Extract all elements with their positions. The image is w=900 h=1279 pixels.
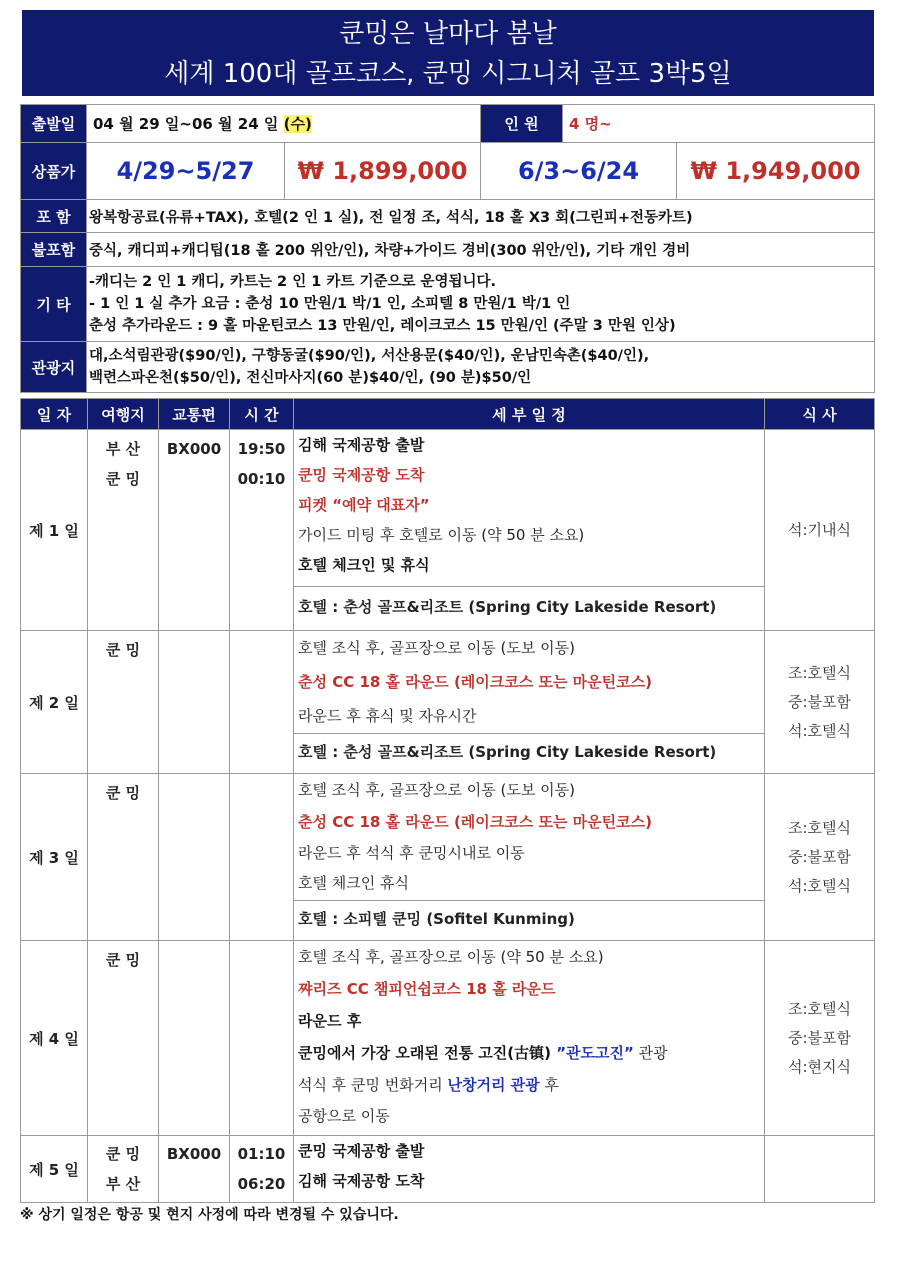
tour-label: 관광지 <box>21 342 87 393</box>
day-label: 제 4 일 <box>21 941 88 1136</box>
price2: ₩ 1,949,000 <box>677 143 875 200</box>
included-label: 포 함 <box>21 200 87 233</box>
excluded-label: 불포함 <box>21 233 87 267</box>
day-label: 제 5 일 <box>21 1136 88 1203</box>
day-places: 쿤 밍 <box>88 631 159 774</box>
day-places: 쿤 밍 <box>88 941 159 1136</box>
departure-label: 출발일 <box>21 105 87 143</box>
header-detail: 세 부 일 정 <box>294 399 765 430</box>
banner-line2: 세계 100대 골프코스, 쿤밍 시그니처 골프 3박5일 <box>164 59 732 89</box>
period1: 4/29~5/27 <box>87 143 285 200</box>
day-times <box>230 631 294 774</box>
day-label: 제 3 일 <box>21 774 88 941</box>
day-row-3 <box>21 774 875 941</box>
day-detail: 호텔 조식 후, 골프장으로 이동 (약 50 분 소요) 쨔리즈 CC 챔피언쉽코스 18 홀 라운드 라운드 후 쿤밍에서 가장 오래된 전통 고진(古镇) ”관도고진” 관광 석식 후 쿤밍 번화거리 난창거리 관광 후 공항으로 이동 <box>294 941 765 1136</box>
day-meals: 조:호텔식 중:불포함 석:호텔식 <box>765 631 875 774</box>
day-row-5 <box>21 1136 875 1203</box>
period2: 6/3~6/24 <box>481 143 677 200</box>
day-times: 01:10 06:20 <box>230 1136 294 1203</box>
etc-row <box>21 267 875 342</box>
day-places: 쿤 밍 <box>88 774 159 941</box>
day-hotel: 호텔 : 춘성 골프&리조트 (Spring City Lakeside Resort) <box>294 586 764 627</box>
schedule-header <box>21 399 875 430</box>
schedule-table <box>20 398 875 1203</box>
departure-row <box>21 105 875 143</box>
included-value: 왕복항공료(유류+TAX), 호텔(2 인 1 실), 전 일정 조, 석식, 18 홀 X3 회(그린피+전동카트) <box>87 200 875 233</box>
excluded-value: 중식, 캐디피+캐디팁(18 홀 200 위안/인), 차량+가이드 경비(300 위안/인), 기타 개인 경비 <box>87 233 875 267</box>
header-date: 일 자 <box>21 399 88 430</box>
day-hotel: 호텔 : 춘성 골프&리조트 (Spring City Lakeside Resort) <box>294 733 764 771</box>
people-value: 4 명~ <box>563 105 875 143</box>
excluded-row <box>21 233 875 267</box>
day-meals: 조:호텔식 중:불포함 석:호텔식 <box>765 774 875 941</box>
etc-label: 기 타 <box>21 267 87 342</box>
header-time: 시 간 <box>230 399 294 430</box>
day-times <box>230 941 294 1136</box>
day-meals: 석:기내식 <box>765 430 875 631</box>
day-transport <box>159 774 230 941</box>
title-banner <box>22 10 874 96</box>
departure-day: (수) <box>283 115 312 133</box>
day-row-4 <box>21 941 875 1136</box>
day-transport <box>159 631 230 774</box>
day-label: 제 1 일 <box>21 430 88 631</box>
day-detail: 김해 국제공항 출발 쿤밍 국제공항 도착 피켓 “예약 대표자” 가이드 미팅 후 호텔로 이동 (약 50 분 소요) 호텔 체크인 및 휴식 호텔 : 춘성 골프&리조트 (Spring City Lakeside Resort) <box>294 430 765 631</box>
info-table <box>20 104 875 393</box>
day-row-2 <box>21 631 875 774</box>
day-places: 부 산 쿤 밍 <box>88 430 159 631</box>
header-meal: 식 사 <box>765 399 875 430</box>
day-places: 쿤 밍 부 산 <box>88 1136 159 1203</box>
header-place: 여행지 <box>88 399 159 430</box>
day-detail: 쿤밍 국제공항 출발 김해 국제공항 도착 <box>294 1136 765 1203</box>
people-label: 인 원 <box>481 105 563 143</box>
day-hotel: 호텔 : 소피텔 쿤밍 (Sofitel Kunming) <box>294 900 764 937</box>
departure-value: 04 월 29 일~06 월 24 일 (수) <box>87 105 481 143</box>
day-transport: BX000 <box>159 430 230 631</box>
day-times <box>230 774 294 941</box>
day-transport <box>159 941 230 1136</box>
day-detail: 호텔 조식 후, 골프장으로 이동 (도보 이동) 춘성 CC 18 홀 라운드 (레이크코스 또는 마운틴코스) 라운드 후 석식 후 쿤밍시내로 이동 호텔 체크인 휴식 호텔 : 소피텔 쿤밍 (Sofitel Kunming) <box>294 774 765 941</box>
day-meals <box>765 1136 875 1203</box>
banner-line1: 쿤밍은 날마다 봄날 <box>339 19 557 49</box>
header-transport: 교통편 <box>159 399 230 430</box>
footer-note: ※ 상기 일정은 항공 및 현지 사정에 따라 변경될 수 있습니다. <box>20 1207 399 1223</box>
day-row-1 <box>21 430 875 631</box>
tour-value: 대,소석림관광($90/인), 구향동굴($90/인), 서산용문($40/인), 운남민속촌($40/인), 백련스파온천($50/인), 전신마사지(60 분)$40/인, (90 분)$50/인 <box>87 342 875 393</box>
etc-value: -캐디는 2 인 1 캐디, 카트는 2 인 1 카트 기준으로 운영됩니다. - 1 인 1 실 추가 요금 : 춘성 10 만원/1 박/1 인, 소피텔 8 만원/1 박/1 인 춘성 추가라운드 : 9 홀 마운틴코스 13 만원/인, 레이크코스 15 만원/인 (주말 3 만원 인상) <box>87 267 875 342</box>
price1: ₩ 1,899,000 <box>285 143 481 200</box>
day-transport: BX000 <box>159 1136 230 1203</box>
day-meals: 조:호텔식 중:불포함 석:현지식 <box>765 941 875 1136</box>
price-row <box>21 143 875 200</box>
tour-row <box>21 342 875 393</box>
day-detail: 호텔 조식 후, 골프장으로 이동 (도보 이동) 춘성 CC 18 홀 라운드 (레이크코스 또는 마운틴코스) 라운드 후 휴식 및 자유시간 호텔 : 춘성 골프&리조트 (Spring City Lakeside Resort) <box>294 631 765 774</box>
day-times: 19:50 00:10 <box>230 430 294 631</box>
day-label: 제 2 일 <box>21 631 88 774</box>
included-row <box>21 200 875 233</box>
price-label: 상품가 <box>21 143 87 200</box>
